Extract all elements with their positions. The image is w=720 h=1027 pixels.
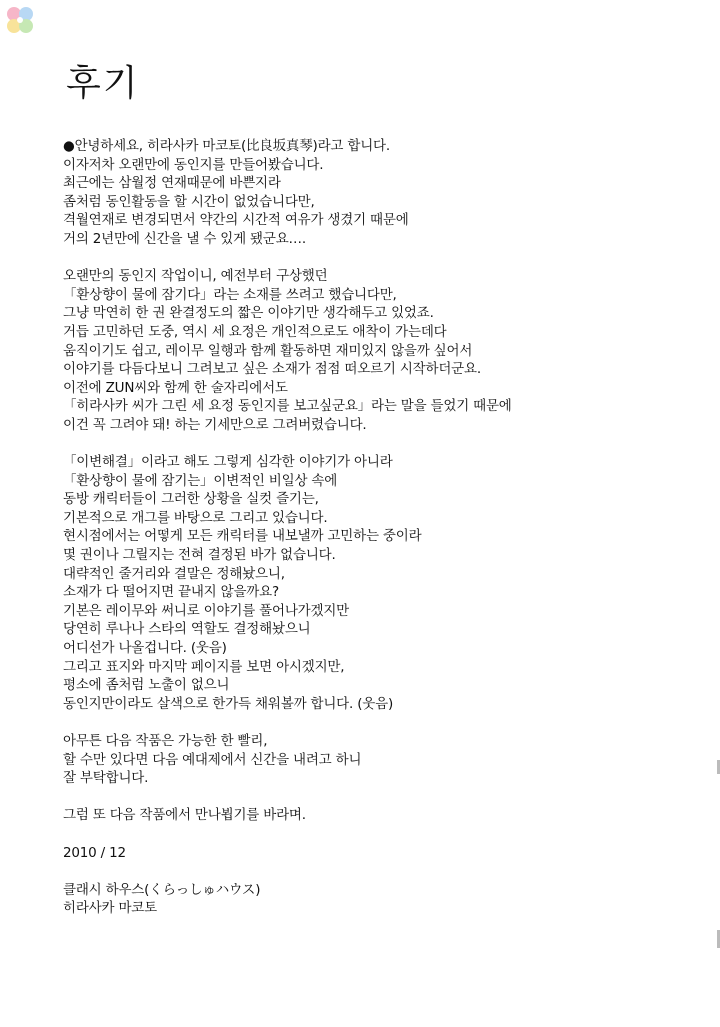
paragraph-next-work: [63, 732, 683, 788]
text-line: 소재가 다 떨어지면 끝내지 않을까요?: [63, 584, 279, 601]
text-line: 이자저차 오랜만에 동인지를 만들어봤습니다.: [63, 156, 324, 173]
text-line: 오랜만의 동인지 작업이니, 예전부터 구상했던: [63, 268, 328, 285]
clover-logo-icon: [2, 2, 38, 38]
text-line: 평소에 좀처럼 노출이 없으니: [63, 677, 230, 694]
page-title: 후기: [66, 63, 140, 104]
text-line: 아무튼 다음 작품은 가능한 한 빨리,: [63, 733, 268, 749]
text-line: 대략적인 줄거리와 결말은 정해놨으니,: [63, 565, 285, 582]
text-line: 몇 권이나 그릴지는 전혀 결정된 바가 없습니다.: [63, 547, 336, 564]
text-line: 잘 부탁합니다.: [63, 770, 149, 787]
text-line: 격월연재로 변경되면서 약간의 시간적 여유가 생겼기 때문에: [63, 212, 409, 229]
text-line: 할 수만 있다면 다음 예대제에서 신간을 내려고 하니: [63, 751, 362, 768]
paragraph-story: [63, 453, 683, 713]
text-line: 어디선가 나올겁니다. (웃음): [63, 640, 227, 657]
text-line: 「환상향이 물에 잠기다」라는 소재를 쓰려고 했습니다만,: [63, 286, 397, 303]
text-line: 동인지만이라도 살색으로 한가득 채워볼까 합니다. (웃음): [63, 695, 394, 712]
text-line: 거듭 고민하던 도중, 역시 세 요정은 개인적으로도 애착이 가는데다: [63, 323, 447, 340]
text-line: 동방 캐릭터들이 그러한 상황을 실컷 즐기는,: [63, 491, 319, 508]
afterword-body: [63, 137, 683, 918]
text-line: 거의 2년만에 신간을 낼 수 있게 됐군요….: [63, 230, 306, 247]
paragraph-greeting: [63, 137, 683, 249]
author-name: 히라사카 마코토: [63, 900, 157, 917]
circle-name: 클래시 하우스(くらっしゅハウス): [63, 881, 261, 898]
text-line: 기본은 레이무와 써니로 이야기를 풀어나가겠지만: [63, 602, 350, 619]
text-line: 그냥 막연히 한 권 완결정도의 짧은 이야기만 생각해두고 있었죠.: [63, 305, 434, 322]
text-line: 기본적으로 개그를 바탕으로 그리고 있습니다.: [63, 509, 328, 526]
text-line: 좀처럼 동인활동을 할 시간이 없었습니다만,: [63, 193, 315, 210]
date-line: 2010 / 12: [63, 844, 126, 861]
text-line: 「히라사카 씨가 그린 세 요정 동인지를 보고싶군요」라는 말을 들었기 때문에: [63, 398, 512, 415]
text-line: 움직이기도 쉽고, 레이무 일행과 함께 활동하면 재미있지 않을까 싶어서: [63, 342, 473, 359]
text-line: 이야기를 다듬다보니 그려보고 싶은 소재가 점점 떠오르기 시작하더군요.: [63, 361, 481, 378]
paragraph-signature: [63, 881, 683, 918]
text-line: 그럼 또 다음 작품에서 만나뵙기를 바라며.: [63, 807, 306, 824]
text-line: 최근에는 삼월정 연재때문에 바쁜지라: [63, 175, 281, 192]
text-line: 이건 꼭 그려야 돼! 하는 기세만으로 그려버렸습니다.: [63, 416, 367, 433]
paragraph-background: [63, 267, 683, 434]
text-line: 현시점에서는 어떻게 모든 캐릭터를 내보낼까 고민하는 중이라: [63, 528, 422, 545]
text-line: ●안녕하세요, 히라사카 마코토(比良坂真琴)라고 합니다.: [63, 138, 390, 154]
text-line: 당연히 루나나 스타의 역할도 결정해놨으니: [63, 621, 311, 638]
paragraph-closing: [63, 806, 683, 825]
text-line: 그리고 표지와 마지막 페이지를 보면 아시겠지만,: [63, 658, 345, 675]
text-line: 「환상향이 물에 잠기는」이변적인 비일상 속에: [63, 472, 338, 489]
text-line: 「이변해결」이라고 해도 그렇게 심각한 이야기가 아니라: [63, 454, 393, 471]
text-line: 이전에 ZUN씨와 함께 한 술자리에서도: [63, 379, 288, 396]
paragraph-date: [63, 844, 683, 863]
